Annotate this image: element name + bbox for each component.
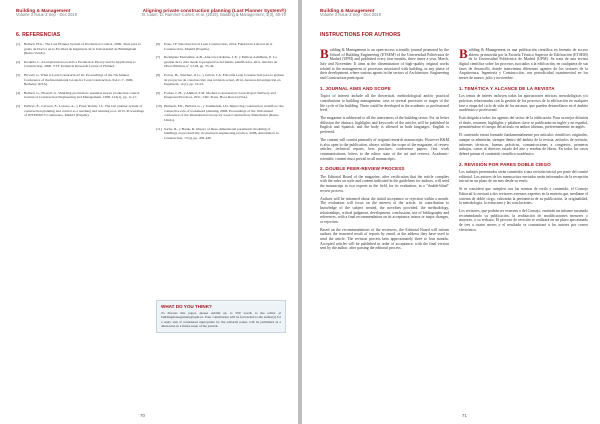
reference-text: Pons, J.F. Introducción al Lean Construction, 2014, Fundación Laboral de la Construcción, Madrid (España). xyxy=(164,42,273,51)
reference-number: [11] xyxy=(156,126,162,131)
right-page-header xyxy=(320,8,381,18)
reference-item xyxy=(156,42,284,51)
reference-item xyxy=(16,104,144,118)
spanish-paragraph: Está dirigida a todos los agentes del sector de la edificación. Para su mejor difusión el título, resumen, highlights y palabras clave se publicarán en inglés y en español, permitiéndose el cuerpo del artículo en ambos idiomas, preferentemente en inglés. xyxy=(459,116,588,130)
reference-text: Rodríguez Fernández, A.B., Alarcón Cárdenas, L.F., y Pellicer Armiñana, E. La gestión de la obra desde la perspectiva del último planificador, 2011, Revista de Obras Públicas nº 3.518, pp. 35-44. xyxy=(164,55,278,69)
page-number-left: 70 xyxy=(140,413,145,418)
reference-number: [7] xyxy=(156,55,161,60)
spanish-heading-review: 2. REVISIÓN POR PARES DOBLE CIEGO xyxy=(459,161,551,167)
english-paragraph: The magazine is addressed to all the interveners of the building sector. For its better diffusion the abstract, highlights and keywords of the articles will be published in English and Spanish, and the body is allowed in both languages. English is preferred. xyxy=(320,116,449,135)
reference-item xyxy=(156,91,284,100)
reference-text: Ballard, H.G., The Last Planner System of Production Control, 2000, Tesis para el grado de Doctor en la Facultad de Ingeniería de la Universidad de Birmingham (Reino Unido). xyxy=(24,42,141,56)
reference-text: Pellicer, E., Cerveró, F., Lozano, A., y Ponz-Tienda, J.L. The last planner system of construction planning and control as a teaching and learning tool, 2015, Proceedings of INTED2015 Conference, Madrid (España). xyxy=(24,104,144,118)
english-column xyxy=(320,48,449,254)
reference-number: [9] xyxy=(156,90,161,95)
left-page-header-left xyxy=(16,8,77,18)
english-paragraph: Based on the recommendations of the reviewers, the Editorial Board will inform authors the reasoned result of reports by email, at the address they have used to send the article. The revision process lasts approximately three to four months. Accepted articles will be published in order of acceptance, with the final version sent by the author, after passing the editorial process. xyxy=(320,227,449,251)
english-paragraph: The content will consist primarily of original research manuscripts. However B&M is also open to the publication, always within the scope of the magazine, of review articles, technical reports, best practices, conference papers, first work communications, letters to the editor, state of the art and reviews. Academic-scientific content must prevail in all manuscripts. xyxy=(320,137,449,161)
reference-number: [3] xyxy=(16,73,21,78)
journal-title-right: Building & Management xyxy=(320,8,375,13)
spanish-paragraph: Los temas de interés incluyen todas las aportaciones teóricas, metodológicas y/o prácticas relacionadas con la gestión de los procesos de la edificación en cualquier fase o etapa del ciclo de vida de los mismos, que pueden desarrollarse en el ámbito académico o profesional. xyxy=(459,94,588,113)
reference-number: [10] xyxy=(156,104,162,109)
english-intro: Building & Management is an open-access scientific journal promoted by the School of Building Engineering (ETSEM) of the Universidad Politécnica de Madrid (UPM) and published every four months, three times a year, March, July and November. It aims at the dissemination of high-quality original works related to the management of processes associated with building, in any phase of their development, where various agents in the sectors of Architecture, Engineering and Construction participate. xyxy=(320,46,449,80)
page-number-right: 71 xyxy=(462,413,467,418)
journal-volume-right: Volume 3 Issue 3 Sep - Dec 2019 xyxy=(320,12,381,18)
spanish-paragraph: Los trabajos presentados serán sometidos a una revisión inicial por parte del comité editorial. Los autores de los manuscritos enviados serán informados de la recepción inicial en un plazo de un mes desde su envío. xyxy=(459,170,588,184)
reference-number: [1] xyxy=(16,42,21,46)
journal-volume: Volume 3 Issue 3 Sep - Dec 2019 xyxy=(16,12,77,18)
right-page xyxy=(302,0,600,424)
reference-number: [4] xyxy=(16,90,21,95)
spanish-heading-aims: 1. TEMÁTICA Y ALCANCE DE LA REVISTA xyxy=(459,85,555,91)
reference-number: [6] xyxy=(156,42,161,46)
spanish-column xyxy=(459,48,588,236)
reference-number: [2] xyxy=(16,59,21,64)
reference-item xyxy=(16,91,144,100)
journal-title: Building & Management xyxy=(16,8,71,13)
reference-text: Koskela, L. An exploration towards a Production Theory and its Application to Construction, 2000. VTT Technical Research Centre of Finland. xyxy=(24,59,136,69)
references-column-2 xyxy=(156,42,284,144)
reference-item xyxy=(156,104,284,122)
spanish-paragraph: Si se considera que cumplen con las normas de estilo y contenido, el Consejo Editorial lo enviará a dos revisores externos expertos en la materia que, mediante el sistema de doble ciego, valorarán la pertinencia de su publicación, la originalidad, la metodología, la estructura y las conclusiones. xyxy=(459,187,588,206)
reference-number: [5] xyxy=(16,104,21,109)
reference-text: Ballard, G., Howell, G. Shielding production: essential step in production control. Journal of Construction Engineering and Management, 1998, 124(1), pp. 11-17. xyxy=(24,90,141,100)
feedback-box-title: WHAT DO YOU THINK? xyxy=(161,304,212,309)
left-page-header-right xyxy=(142,8,286,18)
reference-text: Hamzeh, F.R., Ballard, G., y Tommelein, I.D. Improving construction workflow: the connective role of lookahead planning, 2008, Proceedings of the 16th annual conference of the International Group for Lean Construction, Manchester (Reino Unido). xyxy=(164,104,284,122)
instructions-heading: INSTRUCTIONS FOR AUTHORS xyxy=(320,32,401,38)
references-heading: 6. REFERENCIAS xyxy=(16,32,61,38)
dropcap-spanish: B xyxy=(459,46,468,61)
reference-item xyxy=(156,73,284,87)
english-heading-review: 2. DOUBLE PEER-REVIEW PROCESS xyxy=(320,166,405,172)
reference-item xyxy=(16,73,144,87)
feedback-box xyxy=(156,300,286,333)
reference-item xyxy=(16,42,144,56)
english-paragraph: Authors will be informed about the initial acceptance or rejection within a month. The evaluation will focus on the interest of the article, its contribution to knowledge of the subject treated, the novelties provided, the methodology, relationships, critical judgment, development, conclusions, use of bibliography and references, with a final recommendation on its acceptance, minor or major changes, or rejection. xyxy=(320,196,449,224)
reference-item xyxy=(16,60,144,69)
article-citation: B. Laam, D. Ramírez-Cortes, et al. (2019). Building & Management, 3(3), 60-70 xyxy=(142,12,286,18)
spanish-paragraph: El contenido estará formado fundamentalmente por artículos científicos originales, aunque se admitirán, siempre dentro del ámbito de la revista, artículos de revisión, informes técnicos, buenas prácticas, comunicaciones a congresos, primeros trabajos, cartas al director, estado del arte y reseñas de libros. En todos los casos deberá primar el contenido científico-académico. xyxy=(459,133,588,156)
english-heading-aims: 1. JOURNAL AIMS AND SCOPE xyxy=(320,85,391,91)
reference-item xyxy=(156,55,284,69)
spanish-intro: Building & Management es una publicación científica en formato de acceso abierto promovida por la Escuela Técnica Superior de Edificación (ETSEM) de la Universidad Politécnica de Madrid (UPM). Se trata de una revista digital científica sobre los procesos asociados a la edificación, en cualquiera de sus fases de desarrollo, donde intervienen diferentes agentes de los sectores de la Arquitectura, Ingeniería y Construcción, con periodicidad cuatrimestral en los meses de marzo, julio y noviembre. xyxy=(459,46,588,80)
english-paragraph: Topics of interest include all the theoretical, methodological and/or practical contributions to building management: case or several processes or stages of the life cycle of the building. These could be developed in the academic or professional level. xyxy=(320,94,449,113)
feedback-box-body: To discuss this paper, please submit up to 500 words to the editor at buildingmanagement@upm.es. Your contribution will be forwarded to the author(s) for a reply and, if considered appropriate by the editorial panel, will be published as a discussion in a future issue of the journal. xyxy=(161,311,282,328)
dropcap-english: B xyxy=(320,46,329,61)
article-running-title: Aligning private construction planning (Last Planner System®) xyxy=(142,8,286,13)
spanish-paragraph: Los revisores, que podrán ser externos o del Consejo, emitirán un informe razonado recomendando su publicación, la realización de modificaciones menores o mayores, o su rechazo. El proceso de revisión se realizará en un plazo aproximado de tres a cuatro meses y el resultado se comunicará a los autores por correo electrónico. xyxy=(459,209,588,232)
references-column-1 xyxy=(16,42,144,122)
english-paragraph: The Editorial Board of the magazine, after verification that the article complies with the rules on style and content indicated in the guidelines for authors, will send the manuscript to two experts in the field, for its evaluation, in a "double-blind" review process. xyxy=(320,174,449,193)
reference-number: [8] xyxy=(156,73,161,78)
reference-text: Porras, H., Sánchez, O.G., y Galvis, J.A. Filosofía Lean Construction para la gestión de proyectos de construcción: una revisión actual, 2014, Avances Investigación en Ingeniería, 11(1), pp. 32-53. xyxy=(164,73,284,87)
reference-item xyxy=(156,127,284,141)
reference-text: Howell, G. What is Lean Construction? In: Proceedings of the 7th Annual Conference of the International Group for Lean Construction, IGLC-7, 1999, Berkeley (USA). xyxy=(24,73,134,87)
reference-text: Sacks, R., y Barak, R. Impact of three-dimensional parametric modeling of buildings on productivity in structural engineering practice, 2008, Automation in Construction, 17(4), pp. 439-449. xyxy=(164,126,279,140)
left-page xyxy=(0,0,298,424)
reference-text: Forbes, L.H., y Ahmed, S.M. Modern Construction: Lean Project Delivery and Integrated Practices, 2011, CRC Press, Boca Raton (USA). xyxy=(164,90,276,100)
